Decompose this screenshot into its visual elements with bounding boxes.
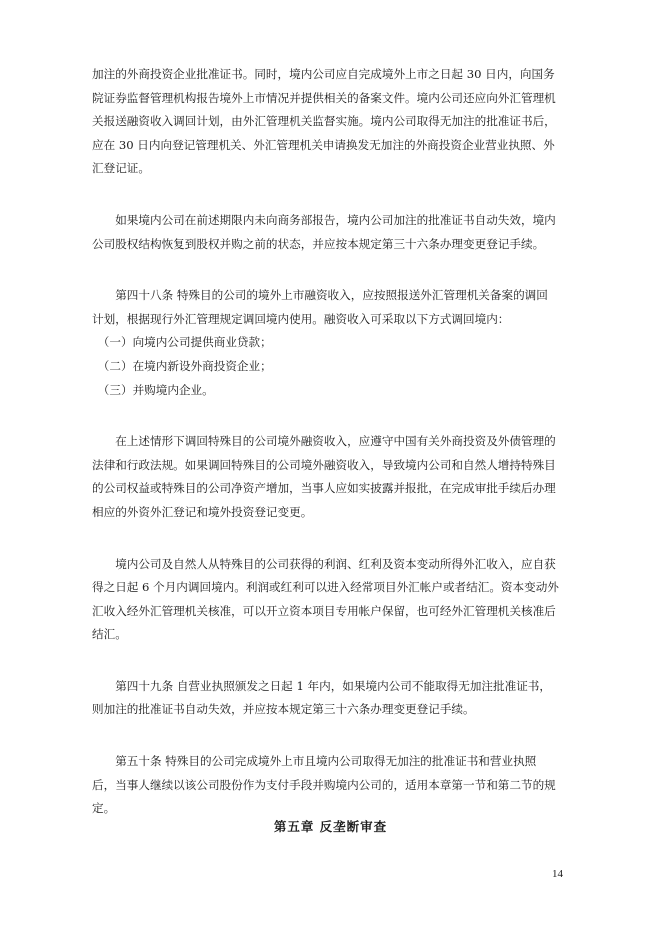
text-line: 第四十九条 自营业执照颁发之日起 1 年内，如果境内公司不能取得无加注批准证书， (92, 678, 551, 693)
paragraph-2 (92, 209, 562, 256)
text-line: 第五十条 特殊目的公司完成境外上市且境内公司取得无加注的批准证书和营业执照 (92, 754, 537, 769)
text-line: 加注的外商投资企业批准证书。同时，境内公司应自完成境外上市之日起 30 日内，向国务 (92, 67, 555, 81)
list-item: （三）并购境内企业。 (92, 382, 214, 397)
text-line: 如果境内公司在前述期限内未向商务部报告，境内公司加注的批准证书自动失效，境内 (92, 212, 556, 227)
text-line: 结汇。 (92, 627, 127, 642)
text-line: 院证券监督管理机构报告境外上市情况并提供相关的备案文件。境内公司还应向外汇管理机 (92, 90, 556, 105)
text-line: 应在 30 日内向登记管理机关、外汇管理机关申请换发无加注的外商投资企业营业执照、外 (92, 137, 555, 152)
paragraph-1 (92, 63, 562, 181)
text-line: 的公司权益或特殊目的公司净资产增加，当事人应如实披露并报批，在完成审批手续后办理 (92, 481, 556, 496)
page-number: 14 (552, 868, 563, 880)
text-line: 定。 (92, 801, 116, 816)
list-item: （二）在境内新设外商投资企业； (92, 358, 272, 373)
text-line: 第四十八条 特殊目的公司的境外上市融资收入，应按照报送外汇管理机关备案的调回 (92, 288, 548, 303)
text-line: 后，当事人继续以该公司股份作为支付手段并购境内公司的，适用本章第一节和第二节的规 (92, 777, 556, 792)
text-line: 相应的外资外汇登记和境外投资登记变更。 (92, 504, 313, 519)
paragraph-article-50 (92, 750, 562, 821)
list-item: （一）向境内公司提供商业贷款； (92, 335, 272, 350)
text-line: 则加注的批准证书自动失效，并应按本规定第三十六条办理变更登记手续。 (92, 702, 475, 717)
chapter-title: 第五章 反垄断审查 (273, 819, 388, 834)
paragraph-4 (92, 430, 562, 524)
document-body (92, 63, 562, 849)
text-line: 汇收入经外汇管理机关核准，可以开立资本项目专用帐户保留，也可经外汇管理机关核准后 (92, 603, 556, 618)
text-line: 关报送融资收入调回计划，由外汇管理机关监督实施。境内公司取得无加注的批准证书后， (92, 114, 556, 129)
text-line: 汇登记证。 (92, 161, 150, 176)
text-line: 在上述情形下调回特殊目的公司境外融资收入，应遵守中国有关外商投资及外债管理的 (92, 434, 556, 449)
paragraph-article-49 (92, 675, 562, 722)
text-line: 境内公司及自然人从特殊目的公司获得的利润、红利及资本变动所得外汇收入，应自获 (92, 556, 556, 571)
text-line: 公司股权结构恢复到股权并购之前的状态，并应按本规定第三十六条办理变更登记手续。 (92, 236, 545, 251)
paragraph-5 (92, 553, 562, 647)
text-line: 得之日起 6 个月内调回境内。利润或红利可以进入经常项目外汇帐户或者结汇。资本变动外 (92, 580, 559, 595)
text-line: 计划，根据现行外汇管理规定调回境内使用。融资收入可采取以下方式调回境内： (92, 311, 510, 326)
text-line: 法律和行政法规。如果调回特殊目的公司境外融资收入，导致境内公司和自然人增持特殊目 (92, 457, 556, 472)
paragraph-article-48 (92, 284, 562, 402)
